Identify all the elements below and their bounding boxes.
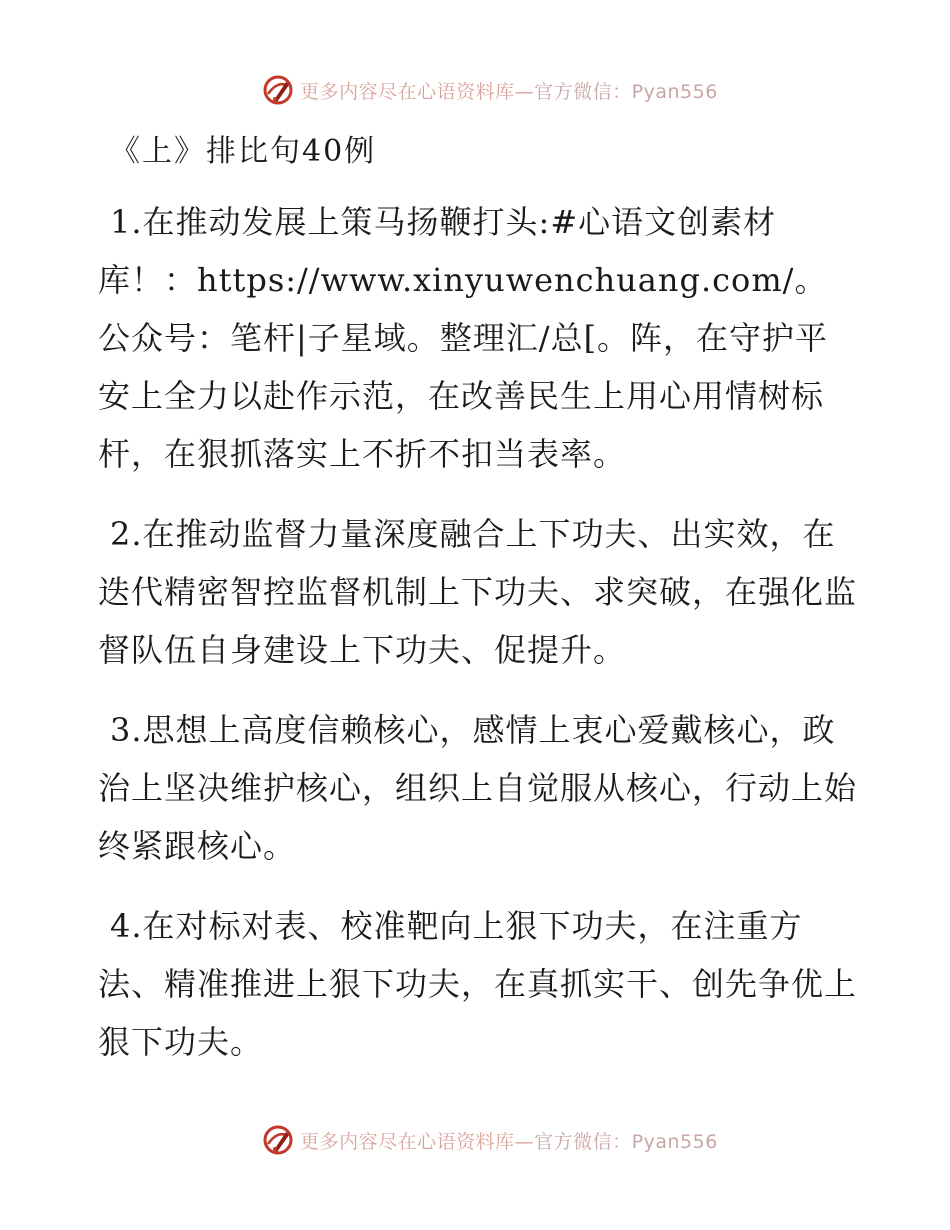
document-body	[98, 193, 858, 1093]
banner-text	[300, 77, 718, 104]
paragraph-1: 1.在推动发展上策马扬鞭打头:#心语文创素材库！：https://www.xinyuwenchuang.com/。公众号：笔杆|子星域。整理汇/总[。阵，在守护平安上全力以赴作示范，在改善民生上用心用情树标杆，在狠抓落实上不折不扣当表率。	[98, 203, 829, 473]
document-title: 《上》排比句40例	[110, 134, 377, 169]
paragraph-4: 4.在对标对表、校准靶向上狠下功夫，在注重方法、精准推进上狠下功夫，在真抓实干、创先争优上狠下功夫。	[98, 907, 858, 1061]
banner-wechat-text: 官方微信：Pyan556	[534, 80, 718, 103]
footer-banner	[0, 1120, 950, 1160]
footer-main-text: 更多内容尽在心语资料库	[300, 1130, 515, 1153]
banner-content	[262, 74, 718, 106]
banner-dash: —	[514, 80, 535, 103]
footer-wechat-text: 官方微信：Pyan556	[534, 1130, 718, 1153]
paragraph-3: 3.思想上高度信赖核心，感情上衷心爱戴核心，政治上坚决维护核心，组织上自觉服从核心，行动上始终紧跟核心。	[98, 711, 858, 865]
footer-banner-text	[300, 1127, 718, 1154]
header-banner	[0, 70, 950, 110]
footer-banner-content	[262, 1124, 718, 1156]
pen-logo-icon	[262, 1124, 294, 1156]
paragraph-2: 2.在推动监督力量深度融合上下功夫、出实效，在迭代精密智控监督机制上下功夫、求突破，在强化监督队伍自身建设上下功夫、促提升。	[98, 515, 858, 669]
banner-main-text: 更多内容尽在心语资料库	[300, 80, 515, 103]
footer-dash: —	[514, 1130, 535, 1153]
pen-logo-icon	[262, 74, 294, 106]
